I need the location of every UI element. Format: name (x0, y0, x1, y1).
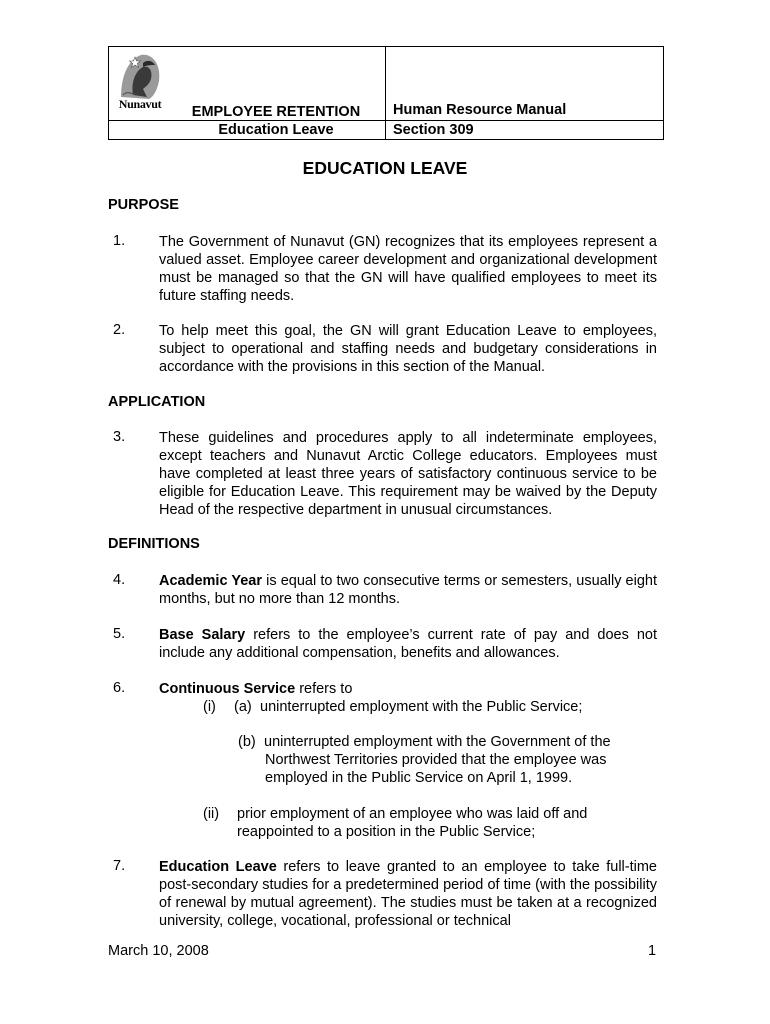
header-subcategory: Education Leave (218, 122, 334, 138)
section-heading-application: APPLICATION (108, 394, 206, 410)
page-title: EDUCATION LEAVE (302, 158, 468, 178)
sub-text-i-b-line-1: uninterrupted employment with the Government of the (264, 734, 611, 750)
term-continuous-service: Continuous Service (159, 681, 296, 697)
paragraph-7 (159, 858, 657, 930)
sub-marker-i-a: (a) (234, 699, 252, 715)
term-base-salary: Base Salary (159, 627, 246, 643)
paragraph-4 (159, 572, 657, 608)
paragraph-5 (159, 626, 657, 662)
item-number-5: 5. (113, 626, 126, 642)
sub-marker-i: (i) (203, 699, 216, 715)
section-heading-definitions: DEFINITIONS (108, 536, 200, 552)
coat-of-arms-icon (113, 51, 167, 101)
sub-text-i-b-line-3: employed in the Public Service on April 1, 1999. (265, 770, 573, 786)
definition-academic-year: is equal to two consecutive terms or semesters, usually eight months, but no more than 12 months. (159, 573, 658, 607)
item-number-6: 6. (113, 680, 126, 696)
item-number-4: 4. (113, 572, 126, 588)
logo-text: Nunavut (118, 97, 162, 111)
sub-text-ii-line-1: prior employment of an employee who was laid off and (237, 806, 588, 822)
definition-continuous-service-intro: refers to (295, 681, 353, 697)
paragraph-1: The Government of Nunavut (GN) recognizes that its employees represent a valued asset. Employee career development and organizational development must be managed so that the GN will have qualified employees to meet its future staffing needs. (159, 234, 657, 304)
header-divider-vertical (385, 47, 386, 139)
sub-text-i-b-line-2: Northwest Territories provided that the employee was (265, 752, 607, 768)
page-number: 1 (648, 943, 657, 959)
nunavut-logo (113, 51, 167, 117)
paragraph-6 (159, 680, 657, 698)
term-education-leave: Education Leave (159, 859, 277, 875)
header-table (108, 46, 664, 140)
paragraph-2: To help meet this goal, the GN will grant Education Leave to employees, subject to operational and staffing needs and budgetary considerations in accordance with the provisions in this section of the Manual. (159, 323, 657, 375)
sub-marker-ii: (ii) (203, 806, 220, 822)
term-academic-year: Academic Year (159, 573, 263, 589)
definition-education-leave: refers to leave granted to an employee to take full-time post-secondary studies for a predetermined period of time (with the possibility of renewal by mutual agreement). The studies must be taken at a recognized university, college, vocational, professional or technical (159, 859, 657, 929)
header-manual-name: Human Resource Manual (393, 102, 567, 118)
footer-date: March 10, 2008 (108, 943, 209, 959)
sub-text-i-a: uninterrupted employment with the Public Service; (260, 699, 583, 715)
header-category: EMPLOYEE RETENTION (191, 104, 361, 120)
sub-marker-i-b: (b) (238, 734, 256, 750)
item-number-1: 1. (113, 233, 126, 249)
item-number-7: 7. (113, 858, 126, 874)
section-heading-purpose: PURPOSE (108, 197, 179, 213)
paragraph-3: These guidelines and procedures apply to all indeterminate employees, except teachers and Nunavut Arctic College educators. Employees must have completed at least three years of satisfactory continuous service to be eligible for Education Leave. This requirement may be waived by the Deputy Head of the respective department in unusual circumstances. (159, 430, 657, 518)
item-number-2: 2. (113, 322, 126, 338)
definition-base-salary: refers to the employee’s current rate of pay and does not include any additional compensation, benefits and allowances. (159, 627, 657, 661)
header-divider-horizontal (109, 120, 663, 121)
header-section-number: Section 309 (393, 122, 474, 138)
item-number-3: 3. (113, 429, 126, 445)
sub-text-ii-line-2: reappointed to a position in the Public Service; (237, 824, 536, 840)
